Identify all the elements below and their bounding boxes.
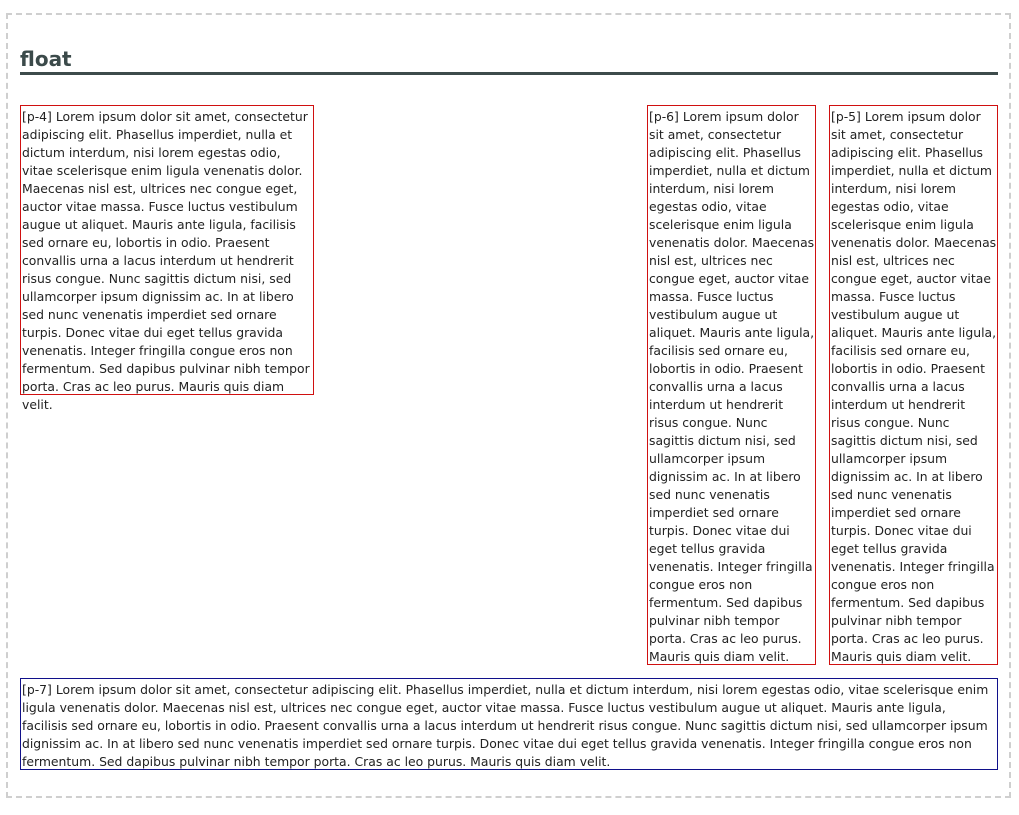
float-left-paragraph-p4: [p-4] Lorem ipsum dolor sit amet, consectetur adipiscing elit. Phasellus imperdiet, nulla et dictum interdum, nisi lorem egestas odio, vitae scelerisque enim ligula venenatis dolor. Maecenas nisl est, ultrices nec congue eget, auctor vitae massa. Fusce luctus vestibulum augue ut aliquet. Mauris ante ligula, facilisis sed ornare eu, lobortis in odio. Praesent convallis urna a lacus interdum ut hendrerit risus congue. Nunc sagittis dictum nisi, sed ullamcorper ipsum dignissim ac. In at libero sed nunc venenatis imperdiet sed ornare turpis. Donec vitae dui eget tellus gravida venenatis. Integer fringilla congue eros non fermentum. Sed dapibus pulvinar nibh tempor porta. Cras ac leo purus. Mauris quis diam velit. bbox=[20, 105, 314, 395]
page-title: float bbox=[20, 46, 998, 75]
float-right-paragraph-p5: [p-5] Lorem ipsum dolor sit amet, consectetur adipiscing elit. Phasellus imperdiet, nulla et dictum interdum, nisi lorem egestas odio, vitae scelerisque enim ligula venenatis dolor. Maecenas nisl est, ultrices nec congue eget, auctor vitae massa. Fusce luctus vestibulum augue ut aliquet. Mauris ante ligula, facilisis sed ornare eu, lobortis in odio. Praesent convallis urna a lacus interdum ut hendrerit risus congue. Nunc sagittis dictum nisi, sed ullamcorper ipsum dignissim ac. In at libero sed nunc venenatis imperdiet sed ornare turpis. Donec vitae dui eget tellus gravida venenatis. Integer fringilla congue eros non fermentum. Sed dapibus pulvinar nibh tempor porta. Cras ac leo purus. Mauris quis diam velit. bbox=[829, 105, 998, 665]
cleared-paragraph-p7: [p-7] Lorem ipsum dolor sit amet, consectetur adipiscing elit. Phasellus imperdiet, nulla et dictum interdum, nisi lorem egestas odio, vitae scelerisque enim ligula venenatis dolor. Maecenas nisl est, ultrices nec congue eget, auctor vitae massa. Fusce luctus vestibulum augue ut aliquet. Mauris ante ligula, facilisis sed ornare eu, lobortis in odio. Praesent convallis urna a lacus interdum ut hendrerit risus congue. Nunc sagittis dictum nisi, sed ullamcorper ipsum dignissim ac. In at libero sed nunc venenatis imperdiet sed ornare turpis. Donec vitae dui eget tellus gravida venenatis. Integer fringilla congue eros non fermentum. Sed dapibus pulvinar nibh tempor porta. Cras ac leo purus. Mauris quis diam velit. bbox=[20, 678, 998, 770]
float-right-paragraph-p6: [p-6] Lorem ipsum dolor sit amet, consectetur adipiscing elit. Phasellus imperdiet, nulla et dictum interdum, nisi lorem egestas odio, vitae scelerisque enim ligula venenatis dolor. Maecenas nisl est, ultrices nec congue eget, auctor vitae massa. Fusce luctus vestibulum augue ut aliquet. Mauris ante ligula, facilisis sed ornare eu, lobortis in odio. Praesent convallis urna a lacus interdum ut hendrerit risus congue. Nunc sagittis dictum nisi, sed ullamcorper ipsum dignissim ac. In at libero sed nunc venenatis imperdiet sed ornare turpis. Donec vitae dui eget tellus gravida venenatis. Integer fringilla congue eros non fermentum. Sed dapibus pulvinar nibh tempor porta. Cras ac leo purus. Mauris quis diam velit. bbox=[647, 105, 816, 665]
